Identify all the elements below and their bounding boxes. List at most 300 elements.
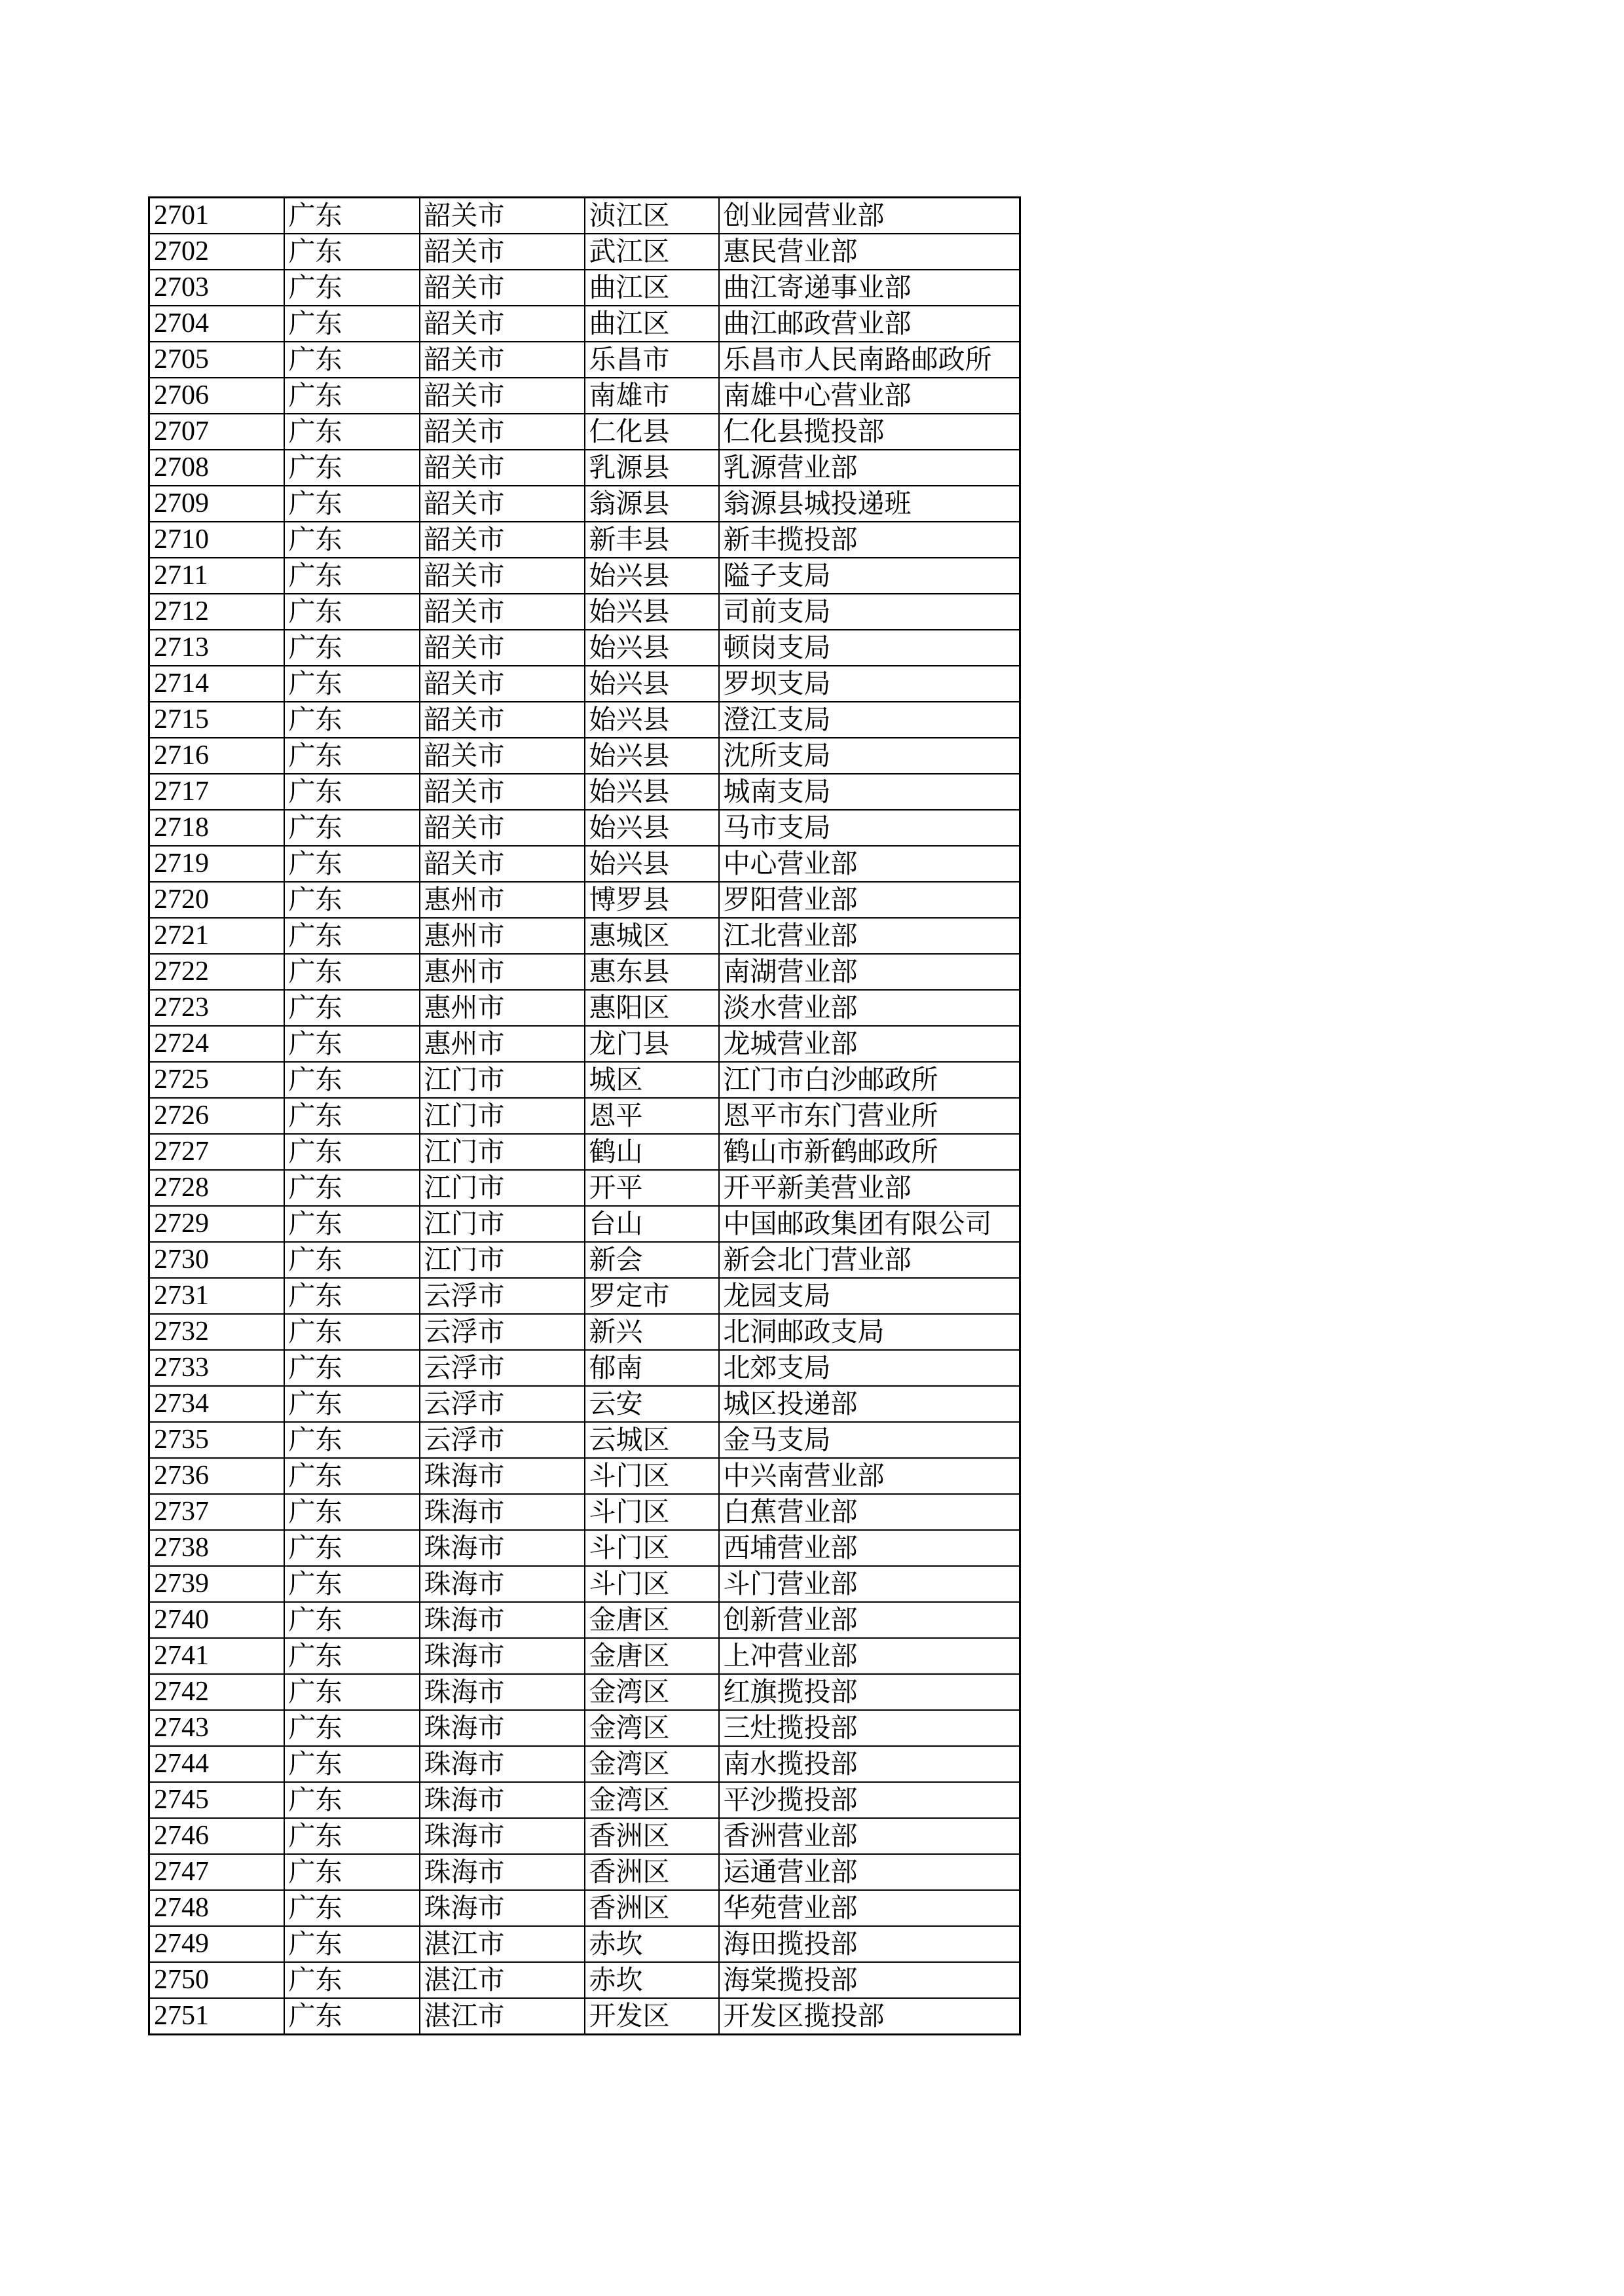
row-number-cell: 2742 <box>149 1674 284 1710</box>
row-number-cell: 2734 <box>149 1386 284 1422</box>
city-cell: 韶关市 <box>420 630 585 666</box>
office-name-cell: 龙城营业部 <box>719 1026 1020 1062</box>
table-row <box>149 1386 1020 1422</box>
district-cell: 惠阳区 <box>585 990 719 1026</box>
city-cell: 珠海市 <box>420 1818 585 1854</box>
row-number-cell: 2728 <box>149 1170 284 1206</box>
province-cell: 广东 <box>284 702 420 738</box>
province-cell: 广东 <box>284 918 420 954</box>
province-cell: 广东 <box>284 954 420 990</box>
city-cell: 韶关市 <box>420 486 585 522</box>
table-row <box>149 738 1020 774</box>
row-number-cell: 2706 <box>149 378 284 414</box>
district-cell: 浈江区 <box>585 198 719 234</box>
province-cell: 广东 <box>284 1710 420 1746</box>
city-cell: 珠海市 <box>420 1674 585 1710</box>
province-cell: 广东 <box>284 450 420 486</box>
district-cell: 云城区 <box>585 1422 719 1458</box>
row-number-cell: 2725 <box>149 1062 284 1098</box>
row-number-cell: 2741 <box>149 1638 284 1674</box>
province-cell: 广东 <box>284 1890 420 1926</box>
city-cell: 韶关市 <box>420 414 585 450</box>
table-row <box>149 1350 1020 1386</box>
city-cell: 江门市 <box>420 1062 585 1098</box>
row-number-cell: 2745 <box>149 1782 284 1818</box>
table-row <box>149 774 1020 810</box>
row-number-cell: 2712 <box>149 594 284 630</box>
city-cell: 韶关市 <box>420 378 585 414</box>
row-number-cell: 2732 <box>149 1314 284 1350</box>
district-cell: 武江区 <box>585 234 719 270</box>
office-name-cell: 开发区揽投部 <box>719 1998 1020 2035</box>
district-cell: 新会 <box>585 1242 719 1278</box>
province-cell: 广东 <box>284 1962 420 1998</box>
table-row <box>149 1566 1020 1602</box>
province-cell: 广东 <box>284 558 420 594</box>
office-name-cell: 曲江寄递事业部 <box>719 270 1020 306</box>
office-name-cell: 城区投递部 <box>719 1386 1020 1422</box>
city-cell: 珠海市 <box>420 1854 585 1890</box>
table-row <box>149 1314 1020 1350</box>
city-cell: 云浮市 <box>420 1350 585 1386</box>
district-cell: 金湾区 <box>585 1782 719 1818</box>
office-name-cell: 仁化县揽投部 <box>719 414 1020 450</box>
city-cell: 韶关市 <box>420 342 585 378</box>
city-cell: 韶关市 <box>420 234 585 270</box>
office-name-cell: 运通营业部 <box>719 1854 1020 1890</box>
office-name-cell: 顿岗支局 <box>719 630 1020 666</box>
table-row <box>149 630 1020 666</box>
office-name-cell: 司前支局 <box>719 594 1020 630</box>
office-name-cell: 海棠揽投部 <box>719 1962 1020 1998</box>
province-cell: 广东 <box>284 594 420 630</box>
city-cell: 江门市 <box>420 1098 585 1134</box>
district-cell: 惠东县 <box>585 954 719 990</box>
district-cell: 金唐区 <box>585 1638 719 1674</box>
row-number-cell: 2727 <box>149 1134 284 1170</box>
table-row <box>149 1026 1020 1062</box>
province-cell: 广东 <box>284 306 420 342</box>
table-row <box>149 558 1020 594</box>
city-cell: 韶关市 <box>420 666 585 702</box>
office-name-cell: 隘子支局 <box>719 558 1020 594</box>
city-cell: 湛江市 <box>420 1998 585 2035</box>
office-name-cell: 恩平市东门营业所 <box>719 1098 1020 1134</box>
district-cell: 新丰县 <box>585 522 719 558</box>
table-row <box>149 1062 1020 1098</box>
row-number-cell: 2717 <box>149 774 284 810</box>
office-name-cell: 南湖营业部 <box>719 954 1020 990</box>
district-cell: 斗门区 <box>585 1530 719 1566</box>
district-cell: 新兴 <box>585 1314 719 1350</box>
district-cell: 金湾区 <box>585 1674 719 1710</box>
row-number-cell: 2705 <box>149 342 284 378</box>
city-cell: 江门市 <box>420 1170 585 1206</box>
office-name-cell: 乳源营业部 <box>719 450 1020 486</box>
row-number-cell: 2724 <box>149 1026 284 1062</box>
district-cell: 龙门县 <box>585 1026 719 1062</box>
office-name-cell: 江门市白沙邮政所 <box>719 1062 1020 1098</box>
office-name-cell: 新丰揽投部 <box>719 522 1020 558</box>
table-row <box>149 1638 1020 1674</box>
city-cell: 韶关市 <box>420 270 585 306</box>
district-cell: 台山 <box>585 1206 719 1242</box>
row-number-cell: 2709 <box>149 486 284 522</box>
province-cell: 广东 <box>284 270 420 306</box>
office-name-cell: 白蕉营业部 <box>719 1494 1020 1530</box>
row-number-cell: 2711 <box>149 558 284 594</box>
table-row <box>149 1530 1020 1566</box>
province-cell: 广东 <box>284 1638 420 1674</box>
row-number-cell: 2733 <box>149 1350 284 1386</box>
row-number-cell: 2703 <box>149 270 284 306</box>
province-cell: 广东 <box>284 882 420 918</box>
district-cell: 乳源县 <box>585 450 719 486</box>
office-name-cell: 中国邮政集团有限公司 <box>719 1206 1020 1242</box>
table-row <box>149 1782 1020 1818</box>
table-row <box>149 270 1020 306</box>
district-cell: 始兴县 <box>585 666 719 702</box>
table-row <box>149 1746 1020 1782</box>
office-name-cell: 罗坝支局 <box>719 666 1020 702</box>
row-number-cell: 2718 <box>149 810 284 846</box>
table-row <box>149 198 1020 234</box>
city-cell: 珠海市 <box>420 1494 585 1530</box>
row-number-cell: 2702 <box>149 234 284 270</box>
row-number-cell: 2735 <box>149 1422 284 1458</box>
row-number-cell: 2716 <box>149 738 284 774</box>
row-number-cell: 2750 <box>149 1962 284 1998</box>
row-number-cell: 2739 <box>149 1566 284 1602</box>
province-cell: 广东 <box>284 1458 420 1494</box>
city-cell: 江门市 <box>420 1242 585 1278</box>
office-name-cell: 上冲营业部 <box>719 1638 1020 1674</box>
city-cell: 珠海市 <box>420 1602 585 1638</box>
table-row <box>149 1170 1020 1206</box>
table-row <box>149 378 1020 414</box>
office-name-cell: 金马支局 <box>719 1422 1020 1458</box>
office-name-cell: 开平新美营业部 <box>719 1170 1020 1206</box>
row-number-cell: 2726 <box>149 1098 284 1134</box>
province-cell: 广东 <box>284 1098 420 1134</box>
city-cell: 云浮市 <box>420 1278 585 1314</box>
row-number-cell: 2730 <box>149 1242 284 1278</box>
row-number-cell: 2715 <box>149 702 284 738</box>
province-cell: 广东 <box>284 1170 420 1206</box>
province-cell: 广东 <box>284 1602 420 1638</box>
district-cell: 金湾区 <box>585 1746 719 1782</box>
office-name-cell: 翁源县城投递班 <box>719 486 1020 522</box>
office-name-cell: 创新营业部 <box>719 1602 1020 1638</box>
province-cell: 广东 <box>284 1746 420 1782</box>
district-cell: 金湾区 <box>585 1710 719 1746</box>
province-cell: 广东 <box>284 1494 420 1530</box>
row-number-cell: 2751 <box>149 1998 284 2035</box>
province-cell: 广东 <box>284 1854 420 1890</box>
row-number-cell: 2701 <box>149 198 284 234</box>
office-name-cell: 城南支局 <box>719 774 1020 810</box>
table-row <box>149 1206 1020 1242</box>
table-row <box>149 1818 1020 1854</box>
table-row <box>149 1674 1020 1710</box>
city-cell: 惠州市 <box>420 918 585 954</box>
row-number-cell: 2729 <box>149 1206 284 1242</box>
city-cell: 韶关市 <box>420 450 585 486</box>
row-number-cell: 2736 <box>149 1458 284 1494</box>
city-cell: 珠海市 <box>420 1638 585 1674</box>
office-name-cell: 红旗揽投部 <box>719 1674 1020 1710</box>
city-cell: 湛江市 <box>420 1926 585 1962</box>
city-cell: 韶关市 <box>420 810 585 846</box>
office-name-cell: 沈所支局 <box>719 738 1020 774</box>
table-row <box>149 1890 1020 1926</box>
city-cell: 珠海市 <box>420 1566 585 1602</box>
row-number-cell: 2744 <box>149 1746 284 1782</box>
row-number-cell: 2749 <box>149 1926 284 1962</box>
province-cell: 广东 <box>284 1134 420 1170</box>
table-row <box>149 1242 1020 1278</box>
office-name-cell: 曲江邮政营业部 <box>719 306 1020 342</box>
table-row <box>149 1854 1020 1890</box>
row-number-cell: 2704 <box>149 306 284 342</box>
office-name-cell: 香洲营业部 <box>719 1818 1020 1854</box>
province-cell: 广东 <box>284 486 420 522</box>
city-cell: 云浮市 <box>420 1386 585 1422</box>
table-row <box>149 1458 1020 1494</box>
row-number-cell: 2740 <box>149 1602 284 1638</box>
province-cell: 广东 <box>284 990 420 1026</box>
row-number-cell: 2713 <box>149 630 284 666</box>
district-cell: 始兴县 <box>585 630 719 666</box>
table-row <box>149 1278 1020 1314</box>
table-row <box>149 1998 1020 2035</box>
office-name-cell: 乐昌市人民南路邮政所 <box>719 342 1020 378</box>
office-name-cell: 平沙揽投部 <box>719 1782 1020 1818</box>
city-cell: 珠海市 <box>420 1458 585 1494</box>
province-cell: 广东 <box>284 1386 420 1422</box>
province-cell: 广东 <box>284 1314 420 1350</box>
city-cell: 江门市 <box>420 1134 585 1170</box>
district-cell: 郁南 <box>585 1350 719 1386</box>
district-cell: 金唐区 <box>585 1602 719 1638</box>
district-cell: 斗门区 <box>585 1458 719 1494</box>
row-number-cell: 2738 <box>149 1530 284 1566</box>
office-name-cell: 鹤山市新鹤邮政所 <box>719 1134 1020 1170</box>
city-cell: 湛江市 <box>420 1962 585 1998</box>
office-name-cell: 海田揽投部 <box>719 1926 1020 1962</box>
post-office-table <box>148 196 1021 2035</box>
table-row <box>149 702 1020 738</box>
table-row <box>149 918 1020 954</box>
row-number-cell: 2747 <box>149 1854 284 1890</box>
table-row <box>149 594 1020 630</box>
office-name-cell: 马市支局 <box>719 810 1020 846</box>
city-cell: 珠海市 <box>420 1710 585 1746</box>
city-cell: 韶关市 <box>420 738 585 774</box>
district-cell: 始兴县 <box>585 594 719 630</box>
district-cell: 开发区 <box>585 1998 719 2035</box>
district-cell: 乐昌市 <box>585 342 719 378</box>
province-cell: 广东 <box>284 1062 420 1098</box>
table-row <box>149 1098 1020 1134</box>
table-row <box>149 414 1020 450</box>
district-cell: 香洲区 <box>585 1854 719 1890</box>
office-name-cell: 龙园支局 <box>719 1278 1020 1314</box>
row-number-cell: 2737 <box>149 1494 284 1530</box>
city-cell: 云浮市 <box>420 1422 585 1458</box>
row-number-cell: 2746 <box>149 1818 284 1854</box>
province-cell: 广东 <box>284 234 420 270</box>
province-cell: 广东 <box>284 522 420 558</box>
office-name-cell: 新会北门营业部 <box>719 1242 1020 1278</box>
table-row <box>149 234 1020 270</box>
city-cell: 韶关市 <box>420 198 585 234</box>
province-cell: 广东 <box>284 1674 420 1710</box>
province-cell: 广东 <box>284 198 420 234</box>
office-name-cell: 罗阳营业部 <box>719 882 1020 918</box>
province-cell: 广东 <box>284 666 420 702</box>
table-row <box>149 486 1020 522</box>
district-cell: 赤坎 <box>585 1926 719 1962</box>
province-cell: 广东 <box>284 810 420 846</box>
district-cell: 香洲区 <box>585 1890 719 1926</box>
district-cell: 罗定市 <box>585 1278 719 1314</box>
province-cell: 广东 <box>284 1926 420 1962</box>
city-cell: 云浮市 <box>420 1314 585 1350</box>
office-name-cell: 南水揽投部 <box>719 1746 1020 1782</box>
row-number-cell: 2722 <box>149 954 284 990</box>
office-name-cell: 中心营业部 <box>719 846 1020 882</box>
table-row <box>149 342 1020 378</box>
table-row <box>149 882 1020 918</box>
district-cell: 始兴县 <box>585 738 719 774</box>
district-cell: 惠城区 <box>585 918 719 954</box>
province-cell: 广东 <box>284 1530 420 1566</box>
province-cell: 广东 <box>284 1242 420 1278</box>
province-cell: 广东 <box>284 1782 420 1818</box>
office-name-cell: 华苑营业部 <box>719 1890 1020 1926</box>
office-name-cell: 惠民营业部 <box>719 234 1020 270</box>
office-name-cell: 北郊支局 <box>719 1350 1020 1386</box>
city-cell: 惠州市 <box>420 990 585 1026</box>
office-name-cell: 斗门营业部 <box>719 1566 1020 1602</box>
district-cell: 始兴县 <box>585 846 719 882</box>
row-number-cell: 2714 <box>149 666 284 702</box>
district-cell: 仁化县 <box>585 414 719 450</box>
office-name-cell: 南雄中心营业部 <box>719 378 1020 414</box>
province-cell: 广东 <box>284 1206 420 1242</box>
table-row <box>149 306 1020 342</box>
city-cell: 珠海市 <box>420 1890 585 1926</box>
province-cell: 广东 <box>284 414 420 450</box>
district-cell: 香洲区 <box>585 1818 719 1854</box>
city-cell: 韶关市 <box>420 306 585 342</box>
district-cell: 开平 <box>585 1170 719 1206</box>
table-body <box>149 198 1020 2035</box>
city-cell: 韶关市 <box>420 558 585 594</box>
district-cell: 鹤山 <box>585 1134 719 1170</box>
office-name-cell: 北洞邮政支局 <box>719 1314 1020 1350</box>
city-cell: 韶关市 <box>420 594 585 630</box>
row-number-cell: 2719 <box>149 846 284 882</box>
row-number-cell: 2720 <box>149 882 284 918</box>
province-cell: 广东 <box>284 1026 420 1062</box>
office-name-cell: 西埔营业部 <box>719 1530 1020 1566</box>
table-row <box>149 522 1020 558</box>
district-cell: 恩平 <box>585 1098 719 1134</box>
province-cell: 广东 <box>284 1818 420 1854</box>
province-cell: 广东 <box>284 1422 420 1458</box>
province-cell: 广东 <box>284 1350 420 1386</box>
row-number-cell: 2710 <box>149 522 284 558</box>
office-name-cell: 淡水营业部 <box>719 990 1020 1026</box>
office-name-cell: 创业园营业部 <box>719 198 1020 234</box>
district-cell: 曲江区 <box>585 306 719 342</box>
row-number-cell: 2708 <box>149 450 284 486</box>
table-row <box>149 1710 1020 1746</box>
province-cell: 广东 <box>284 378 420 414</box>
row-number-cell: 2731 <box>149 1278 284 1314</box>
city-cell: 惠州市 <box>420 882 585 918</box>
province-cell: 广东 <box>284 1278 420 1314</box>
office-name-cell: 江北营业部 <box>719 918 1020 954</box>
row-number-cell: 2721 <box>149 918 284 954</box>
row-number-cell: 2748 <box>149 1890 284 1926</box>
city-cell: 惠州市 <box>420 954 585 990</box>
row-number-cell: 2743 <box>149 1710 284 1746</box>
district-cell: 翁源县 <box>585 486 719 522</box>
province-cell: 广东 <box>284 846 420 882</box>
district-cell: 曲江区 <box>585 270 719 306</box>
table-row <box>149 1494 1020 1530</box>
district-cell: 始兴县 <box>585 702 719 738</box>
district-cell: 云安 <box>585 1386 719 1422</box>
row-number-cell: 2723 <box>149 990 284 1026</box>
office-name-cell: 三灶揽投部 <box>719 1710 1020 1746</box>
district-cell: 始兴县 <box>585 558 719 594</box>
city-cell: 江门市 <box>420 1206 585 1242</box>
table-row <box>149 1134 1020 1170</box>
table-row <box>149 1962 1020 1998</box>
city-cell: 珠海市 <box>420 1746 585 1782</box>
province-cell: 广东 <box>284 630 420 666</box>
table-row <box>149 846 1020 882</box>
district-cell: 始兴县 <box>585 774 719 810</box>
district-cell: 博罗县 <box>585 882 719 918</box>
district-cell: 城区 <box>585 1062 719 1098</box>
province-cell: 广东 <box>284 1998 420 2035</box>
city-cell: 韶关市 <box>420 846 585 882</box>
table-row <box>149 450 1020 486</box>
table-row <box>149 954 1020 990</box>
office-name-cell: 中兴南营业部 <box>719 1458 1020 1494</box>
city-cell: 惠州市 <box>420 1026 585 1062</box>
district-cell: 始兴县 <box>585 810 719 846</box>
city-cell: 韶关市 <box>420 774 585 810</box>
city-cell: 韶关市 <box>420 522 585 558</box>
district-cell: 南雄市 <box>585 378 719 414</box>
city-cell: 珠海市 <box>420 1782 585 1818</box>
table-row <box>149 1602 1020 1638</box>
table-row <box>149 1926 1020 1962</box>
city-cell: 珠海市 <box>420 1530 585 1566</box>
province-cell: 广东 <box>284 1566 420 1602</box>
city-cell: 韶关市 <box>420 702 585 738</box>
district-cell: 斗门区 <box>585 1494 719 1530</box>
table-row <box>149 810 1020 846</box>
district-cell: 斗门区 <box>585 1566 719 1602</box>
province-cell: 广东 <box>284 342 420 378</box>
